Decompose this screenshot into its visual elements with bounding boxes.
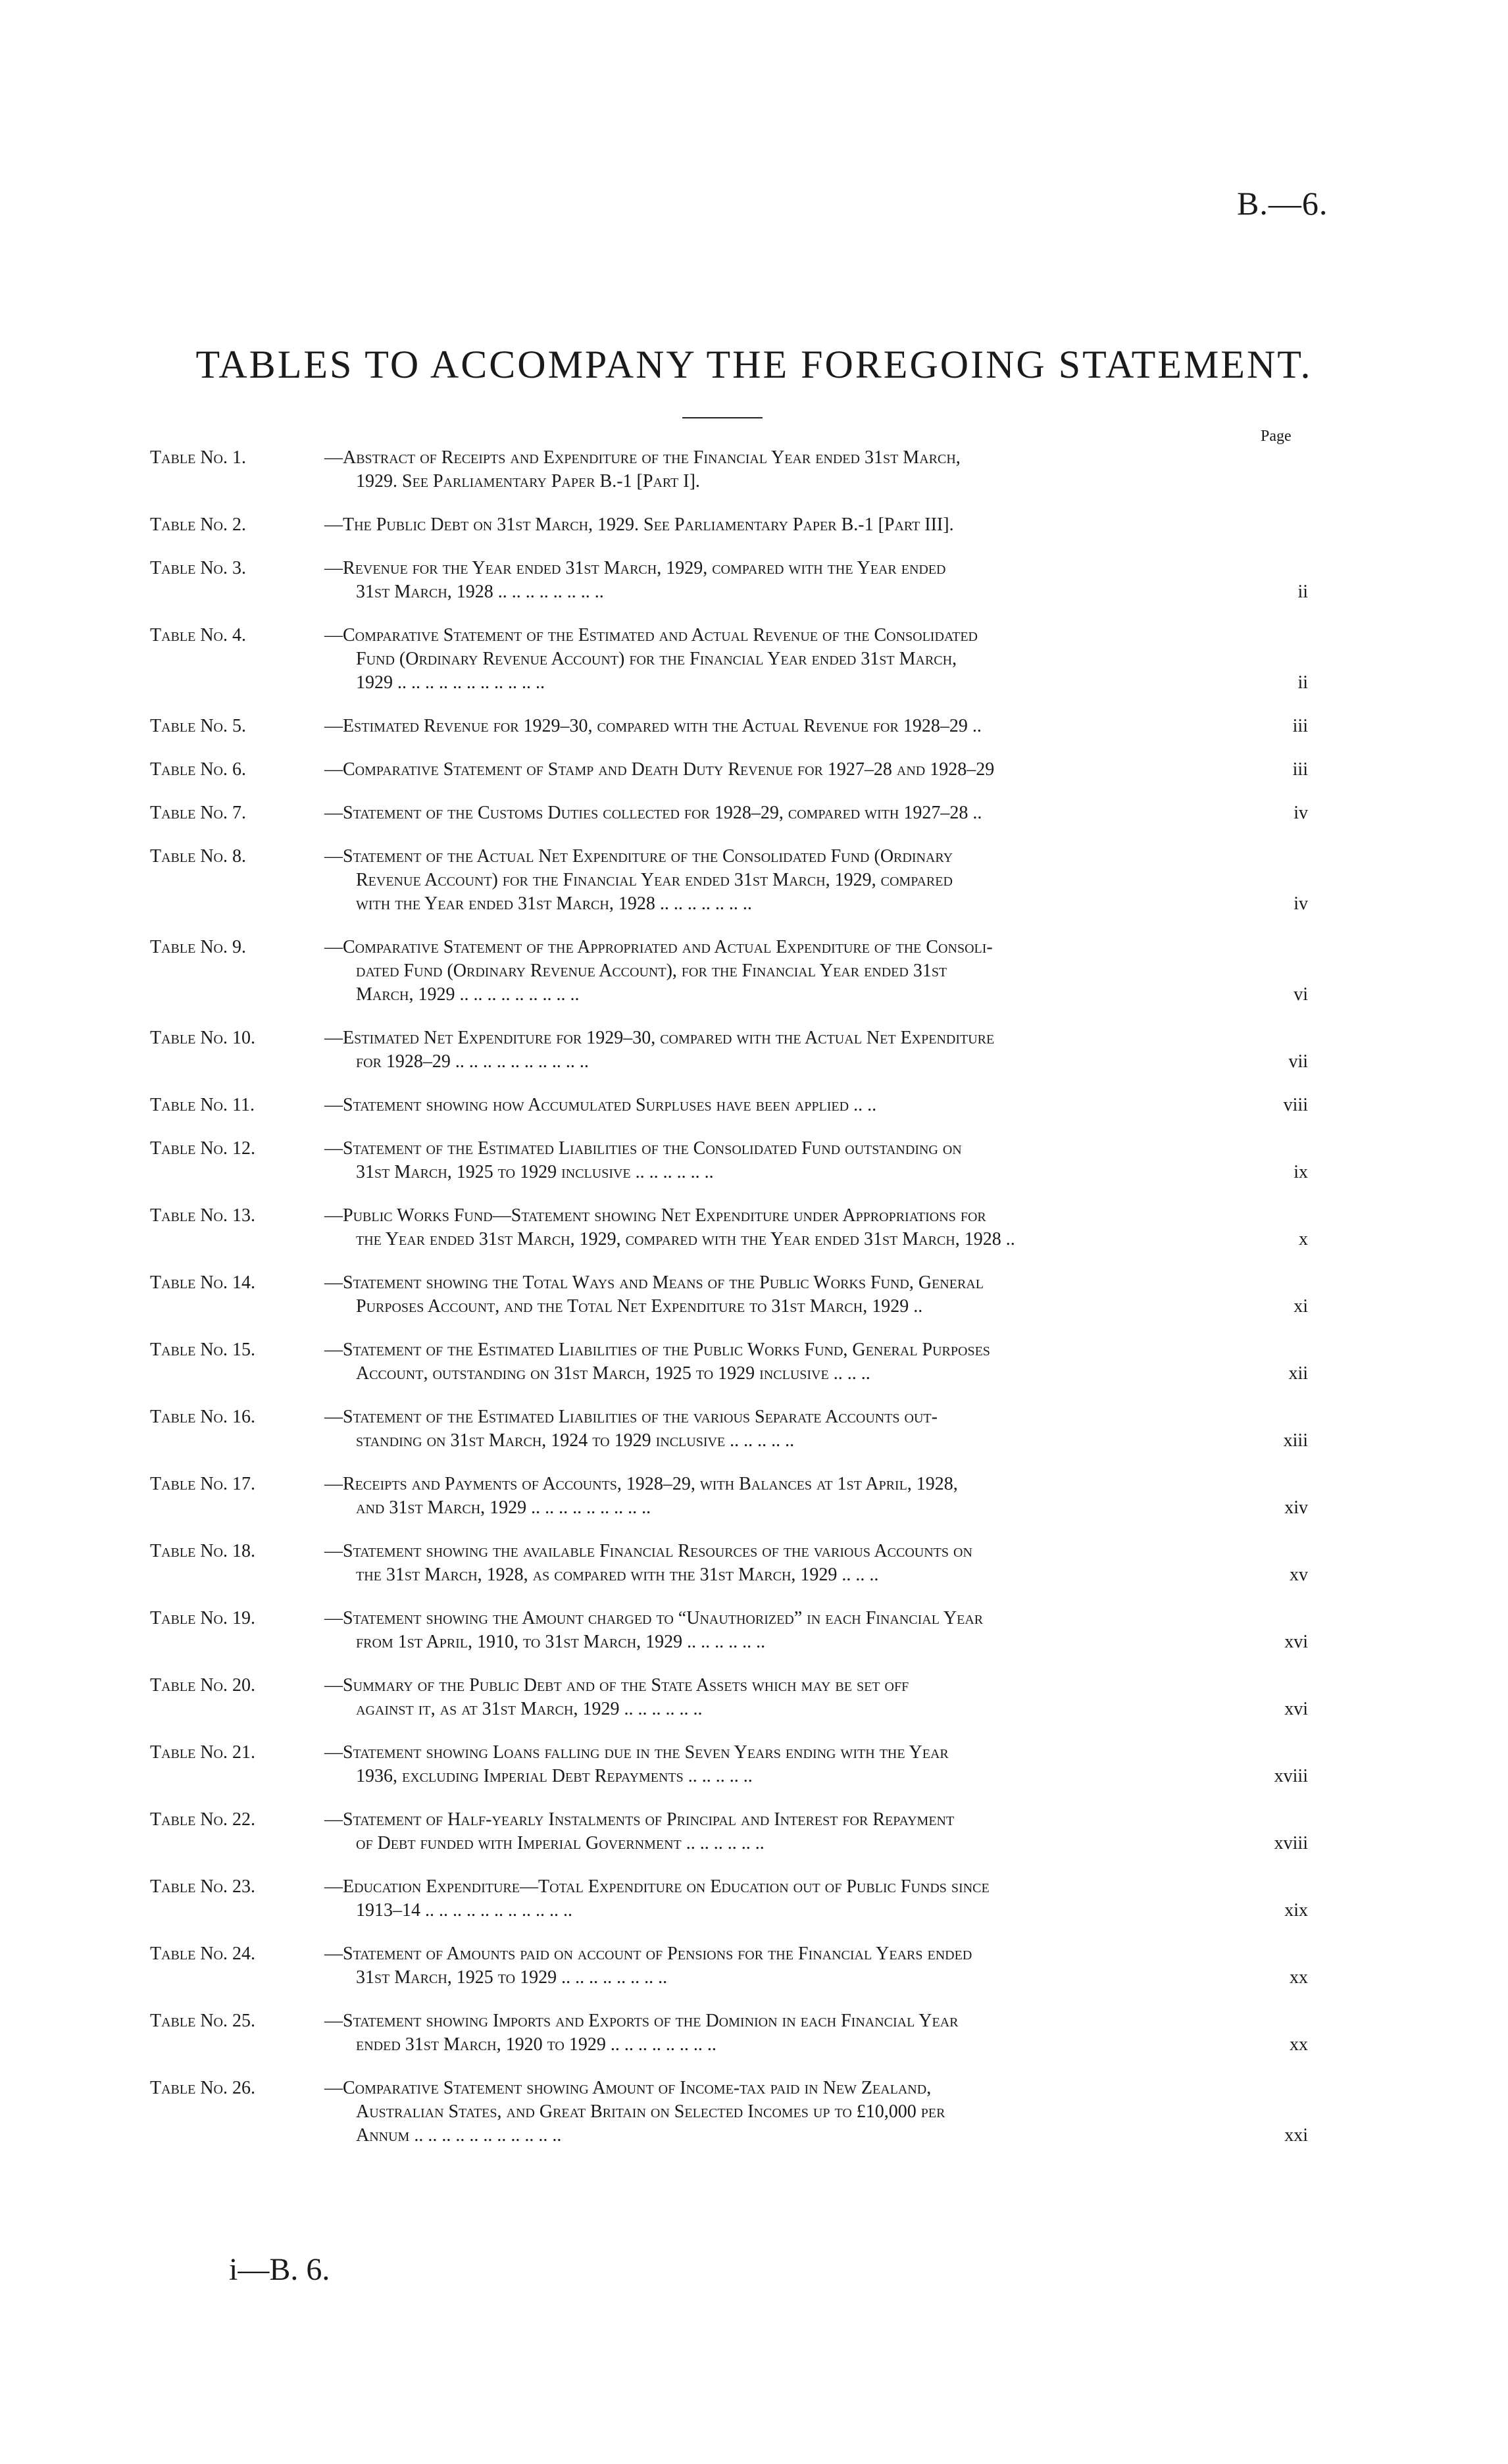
contents-entry bbox=[150, 758, 1308, 782]
table-number: Table No. 11. bbox=[150, 1095, 255, 1115]
contents-entry bbox=[150, 715, 1308, 738]
description-line: Account, outstanding on 31st March, 1925 to 1929 inclusive .. .. .. bbox=[356, 1363, 870, 1384]
page-number: xviii bbox=[1274, 1766, 1308, 1786]
table-description bbox=[324, 1607, 1262, 1654]
table-description bbox=[324, 624, 1262, 695]
description-line: 31st March, 1925 to 1929 .. .. .. .. .. .. .. .. bbox=[356, 1967, 668, 1988]
description-line: 31st March, 1928 .. .. .. .. .. .. .. .. bbox=[356, 582, 604, 602]
description-line: the 31st March, 1928, as compared with the 31st March, 1929 .. .. .. bbox=[356, 1565, 879, 1585]
table-number: Table No. 13. bbox=[150, 1205, 255, 1226]
contents-entry bbox=[150, 1338, 1308, 1386]
table-number: Table No. 6. bbox=[150, 759, 246, 780]
description-line: 1913–14 .. .. .. .. .. .. .. .. .. .. .. bbox=[356, 1900, 572, 1921]
description-line: —Statement of the Estimated Liabilities of the various Separate Accounts out- bbox=[324, 1407, 938, 1427]
contents-entry bbox=[150, 1674, 1308, 1721]
table-number: Table No. 1. bbox=[150, 447, 246, 468]
description-line: Purposes Account, and the Total Net Expenditure to 31st March, 1929 .. bbox=[356, 1296, 923, 1317]
description-line: 31st March, 1925 to 1929 inclusive .. .. .. .. .. .. bbox=[356, 1162, 714, 1182]
page-number: xvi bbox=[1284, 1699, 1308, 1719]
table-description bbox=[324, 1405, 1262, 1453]
contents-entry bbox=[150, 1026, 1308, 1074]
table-number: Table No. 16. bbox=[150, 1407, 255, 1427]
table-of-contents bbox=[150, 446, 1308, 2167]
description-line: —Statement of the Estimated Liabilities of the Consolidated Fund outstanding on bbox=[324, 1138, 962, 1159]
table-number: Table No. 19. bbox=[150, 1608, 255, 1628]
table-description bbox=[324, 758, 1262, 782]
contents-entry bbox=[150, 624, 1308, 695]
page-number: ix bbox=[1294, 1162, 1308, 1182]
table-description bbox=[324, 715, 1262, 738]
page-number: xviii bbox=[1274, 1833, 1308, 1853]
table-description bbox=[324, 2076, 1262, 2148]
contents-entry bbox=[150, 1808, 1308, 1855]
page-title: TABLES TO ACCOMPANY THE FOREGOING STATEMENT. bbox=[195, 343, 1313, 386]
table-number: Table No. 9. bbox=[150, 937, 246, 957]
description-line: against it, as at 31st March, 1929 .. .. .. .. .. .. bbox=[356, 1699, 703, 1719]
table-number: Table No. 12. bbox=[150, 1138, 255, 1159]
description-line: March, 1929 .. .. .. .. .. .. .. .. .. bbox=[356, 984, 580, 1005]
contents-entry bbox=[150, 1094, 1308, 1117]
description-line: —Statement showing how Accumulated Surpluses have been applied .. .. bbox=[324, 1095, 877, 1115]
description-line: —Statement showing the Amount charged to “Unauthorized” in each Financial Year bbox=[324, 1608, 984, 1628]
table-description bbox=[324, 1808, 1262, 1855]
table-number: Table No. 10. bbox=[150, 1028, 255, 1048]
description-line: —Comparative Statement of the Appropriated and Actual Expenditure of the Consoli- bbox=[324, 937, 993, 957]
table-description bbox=[324, 1271, 1262, 1319]
table-number: Table No. 21. bbox=[150, 1742, 255, 1763]
page-number: xx bbox=[1290, 2034, 1308, 2055]
description-line: —Comparative Statement of the Estimated and Actual Revenue of the Consolidated bbox=[324, 625, 978, 645]
description-line: with the Year ended 31st March, 1928 .. .. .. .. .. .. .. bbox=[356, 893, 752, 914]
table-description bbox=[324, 936, 1262, 1007]
contents-entry bbox=[150, 1204, 1308, 1251]
table-description bbox=[324, 801, 1262, 825]
document-reference: B.—6. bbox=[1237, 185, 1328, 222]
description-line: —Public Works Fund—Statement showing Net Expenditure under Appropriations for bbox=[324, 1205, 986, 1226]
table-description bbox=[324, 1540, 1262, 1587]
description-line: —Summary of the Public Debt and of the State Assets which may be set off bbox=[324, 1675, 909, 1696]
page-number: xv bbox=[1290, 1565, 1308, 1585]
table-description bbox=[324, 1094, 1262, 1117]
page-number: xii bbox=[1288, 1363, 1308, 1384]
page-number: iii bbox=[1292, 716, 1308, 736]
table-description bbox=[324, 1741, 1262, 1788]
description-line: —Statement showing Imports and Exports of the Dominion in each Financial Year bbox=[324, 2011, 959, 2031]
description-line: —Statement showing the Total Ways and Means of the Public Works Fund, General bbox=[324, 1272, 984, 1293]
table-number: Table No. 3. bbox=[150, 558, 246, 578]
table-description bbox=[324, 2009, 1262, 2057]
description-line: Fund (Ordinary Revenue Account) for the Financial Year ended 31st March, bbox=[356, 649, 957, 669]
description-line: of Debt funded with Imperial Government .. .. .. .. .. .. bbox=[356, 1833, 765, 1853]
contents-entry bbox=[150, 1472, 1308, 1520]
contents-entry bbox=[150, 1405, 1308, 1453]
contents-entry bbox=[150, 513, 1308, 537]
page-number: vii bbox=[1288, 1051, 1308, 1072]
table-number: Table No. 17. bbox=[150, 1474, 255, 1494]
page-number: iv bbox=[1294, 893, 1308, 914]
description-line: —Statement showing Loans falling due in the Seven Years ending with the Year bbox=[324, 1742, 949, 1763]
page-number: xiv bbox=[1284, 1497, 1308, 1518]
table-description bbox=[324, 1674, 1262, 1721]
contents-entry bbox=[150, 1942, 1308, 1990]
page-footer: i—B. 6. bbox=[229, 2252, 330, 2287]
description-line: and 31st March, 1929 .. .. .. .. .. .. .. .. .. bbox=[356, 1497, 651, 1518]
description-line: for 1928–29 .. .. .. .. .. .. .. .. .. .. bbox=[356, 1051, 589, 1072]
description-line: 1929. See Parliamentary Paper B.-1 [Part I]. bbox=[356, 471, 700, 491]
description-line: —Abstract of Receipts and Expenditure of the Financial Year ended 31st March, bbox=[324, 447, 961, 468]
page-number: iii bbox=[1292, 759, 1308, 780]
contents-entry bbox=[150, 557, 1308, 604]
description-line: —Statement of Half-yearly Instalments of Principal and Interest for Repayment bbox=[324, 1809, 955, 1830]
table-number: Table No. 18. bbox=[150, 1541, 255, 1561]
page-number: xix bbox=[1284, 1900, 1308, 1921]
table-description bbox=[324, 1942, 1262, 1990]
table-number: Table No. 24. bbox=[150, 1944, 255, 1964]
page-number: viii bbox=[1283, 1095, 1308, 1115]
contents-entry bbox=[150, 1607, 1308, 1654]
table-number: Table No. 8. bbox=[150, 846, 246, 867]
title-rule bbox=[682, 417, 763, 418]
table-description bbox=[324, 1137, 1262, 1184]
contents-entry bbox=[150, 2076, 1308, 2148]
description-line: —Education Expenditure—Total Expenditure on Education out of Public Funds since bbox=[324, 1876, 990, 1897]
contents-entry bbox=[150, 1875, 1308, 1923]
table-description bbox=[324, 557, 1262, 604]
description-line: —The Public Debt on 31st March, 1929. See Parliamentary Paper B.-1 [Part III]. bbox=[324, 515, 954, 535]
page-number: vi bbox=[1294, 984, 1308, 1005]
page-number: ii bbox=[1297, 582, 1308, 602]
table-description bbox=[324, 1875, 1262, 1923]
table-number: Table No. 23. bbox=[150, 1876, 255, 1897]
description-line: the Year ended 31st March, 1929, compared with the Year ended 31st March, 1928 .. bbox=[356, 1229, 1015, 1249]
description-line: —Revenue for the Year ended 31st March, 1929, compared with the Year ended bbox=[324, 558, 946, 578]
contents-entry bbox=[150, 1137, 1308, 1184]
page-number: iv bbox=[1294, 803, 1308, 823]
table-number: Table No. 15. bbox=[150, 1340, 255, 1360]
description-line: dated Fund (Ordinary Revenue Account), for the Financial Year ended 31st bbox=[356, 961, 947, 981]
table-number: Table No. 2. bbox=[150, 515, 246, 535]
description-line: —Statement showing the available Financial Resources of the various Accounts on bbox=[324, 1541, 972, 1561]
page-number: xi bbox=[1294, 1296, 1308, 1317]
contents-entry bbox=[150, 1741, 1308, 1788]
contents-entry bbox=[150, 446, 1308, 493]
description-line: —Comparative Statement showing Amount of Income-tax paid in New Zealand, bbox=[324, 2078, 932, 2098]
description-line: Revenue Account) for the Financial Year ended 31st March, 1929, compared bbox=[356, 870, 953, 890]
table-description bbox=[324, 1338, 1262, 1386]
description-line: —Statement of the Customs Duties collected for 1928–29, compared with 1927–28 .. bbox=[324, 803, 982, 823]
description-line: —Statement of the Actual Net Expenditure of the Consolidated Fund (Ordinary bbox=[324, 846, 953, 867]
table-number: Table No. 26. bbox=[150, 2078, 255, 2098]
table-description bbox=[324, 513, 1262, 537]
description-line: Annum .. .. .. .. .. .. .. .. .. .. .. bbox=[356, 2125, 562, 2146]
contents-entry bbox=[150, 1540, 1308, 1587]
page-column-heading: Page bbox=[1261, 428, 1292, 445]
description-line: —Statement of the Estimated Liabilities of the Public Works Fund, General Purposes bbox=[324, 1340, 990, 1360]
page-number: x bbox=[1299, 1229, 1308, 1249]
table-number: Table No. 4. bbox=[150, 625, 246, 645]
table-description bbox=[324, 1204, 1262, 1251]
contents-entry bbox=[150, 801, 1308, 825]
table-description bbox=[324, 446, 1262, 493]
description-line: —Comparative Statement of Stamp and Death Duty Revenue for 1927–28 and 1928–29 bbox=[324, 759, 995, 780]
description-line: 1929 .. .. .. .. .. .. .. .. .. .. .. bbox=[356, 672, 545, 693]
description-line: —Estimated Revenue for 1929–30, compared with the Actual Revenue for 1928–29 .. bbox=[324, 716, 982, 736]
table-description bbox=[324, 1026, 1262, 1074]
page-number: xiii bbox=[1283, 1430, 1308, 1451]
description-line: —Estimated Net Expenditure for 1929–30, compared with the Actual Net Expenditure bbox=[324, 1028, 995, 1048]
page-number: xxi bbox=[1284, 2125, 1308, 2146]
table-number: Table No. 14. bbox=[150, 1272, 255, 1293]
contents-entry bbox=[150, 936, 1308, 1007]
page-number: ii bbox=[1297, 672, 1308, 693]
description-line: ended 31st March, 1920 to 1929 .. .. .. .. .. .. .. .. bbox=[356, 2034, 716, 2055]
table-description bbox=[324, 845, 1262, 916]
contents-entry bbox=[150, 1271, 1308, 1319]
description-line: Australian States, and Great Britain on Selected Incomes up to £10,000 per bbox=[356, 2101, 945, 2122]
table-number: Table No. 7. bbox=[150, 803, 246, 823]
table-number: Table No. 5. bbox=[150, 716, 246, 736]
description-line: —Statement of Amounts paid on account of Pensions for the Financial Years ended bbox=[324, 1944, 972, 1964]
page-number: xvi bbox=[1284, 1632, 1308, 1652]
contents-entry bbox=[150, 2009, 1308, 2057]
description-line: from 1st April, 1910, to 31st March, 1929 .. .. .. .. .. .. bbox=[356, 1632, 766, 1652]
contents-entry bbox=[150, 845, 1308, 916]
description-line: standing on 31st March, 1924 to 1929 inclusive .. .. .. .. .. bbox=[356, 1430, 795, 1451]
description-line: —Receipts and Payments of Accounts, 1928–29, with Balances at 1st April, 1928, bbox=[324, 1474, 958, 1494]
description-line: 1936, excluding Imperial Debt Repayments .. .. .. .. .. bbox=[356, 1766, 753, 1786]
table-number: Table No. 25. bbox=[150, 2011, 255, 2031]
page-number: xx bbox=[1290, 1967, 1308, 1988]
table-number: Table No. 20. bbox=[150, 1675, 255, 1696]
table-description bbox=[324, 1472, 1262, 1520]
table-number: Table No. 22. bbox=[150, 1809, 255, 1830]
